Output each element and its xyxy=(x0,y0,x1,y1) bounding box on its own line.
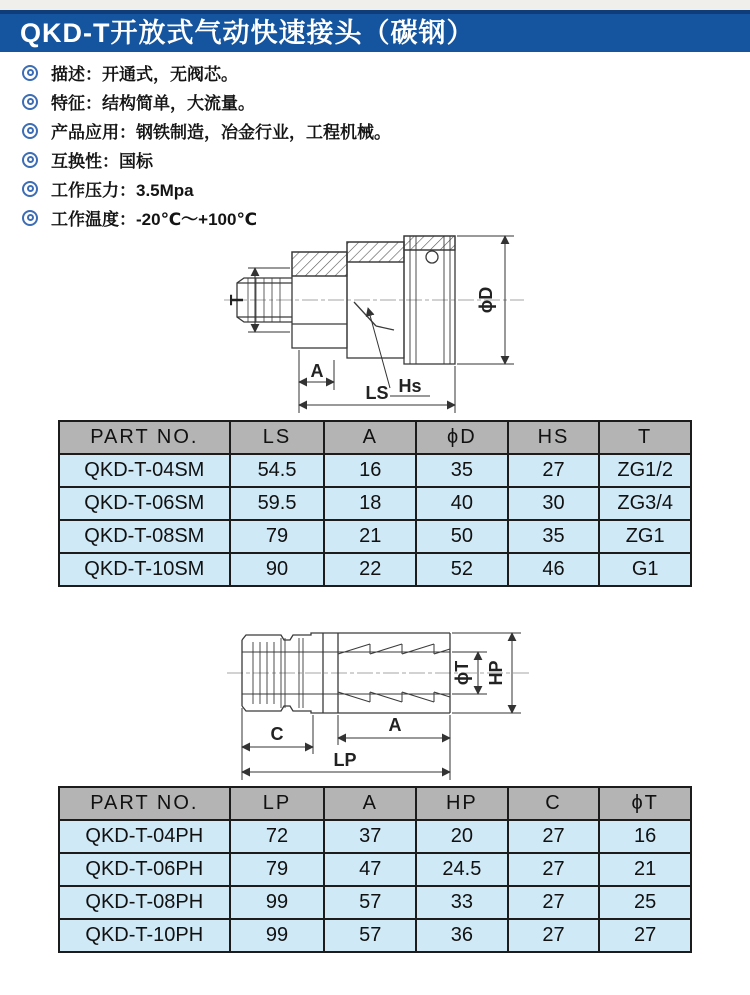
table-row xyxy=(59,853,691,886)
table-cell: 33 xyxy=(416,886,508,919)
table-cell: QKD-T-08SM xyxy=(59,520,230,553)
sm-spec-table xyxy=(58,420,692,587)
table-header-row xyxy=(59,787,691,820)
table-cell: 27 xyxy=(508,919,600,952)
table-cell: 40 xyxy=(416,487,508,520)
col-header-lp: LP xyxy=(230,787,325,820)
table-cell: G1 xyxy=(599,553,691,586)
table-cell: 21 xyxy=(599,853,691,886)
bullet-text-working-temperature: 工作温度：-20℃～+100℃ xyxy=(51,210,258,229)
table-cell: 57 xyxy=(324,919,416,952)
page-title: QKD-T开放式气动快速接头（碳钢） xyxy=(0,14,750,52)
table-cell: QKD-T-06SM xyxy=(59,487,230,520)
table-cell: 20 xyxy=(416,820,508,853)
table-cell: 99 xyxy=(230,886,325,919)
col-header-a: A xyxy=(324,787,416,820)
table-cell: 59.5 xyxy=(230,487,325,520)
table-cell: 79 xyxy=(230,853,325,886)
dim-label-hp: HP xyxy=(485,660,506,686)
list-item xyxy=(22,87,391,116)
dim-label-hs: Hs xyxy=(398,376,422,396)
table-cell: 27 xyxy=(508,820,600,853)
bullseye-icon xyxy=(22,65,38,81)
dim-label-lp: LP xyxy=(333,750,357,770)
col-header-a: A xyxy=(324,421,416,454)
table-cell: 21 xyxy=(324,520,416,553)
table-cell: 27 xyxy=(508,853,600,886)
bullet-text-interchangeability: 互换性：国标 xyxy=(51,152,153,171)
table-cell: 54.5 xyxy=(230,454,325,487)
table-cell: 35 xyxy=(508,520,600,553)
ph-coupling-drawing xyxy=(225,608,555,784)
table-cell: QKD-T-06PH xyxy=(59,853,230,886)
table-cell: 90 xyxy=(230,553,325,586)
bullet-text-applications: 产品应用：钢铁制造，冶金行业，工程机械。 xyxy=(51,123,391,142)
dim-label-phi-t: ϕT xyxy=(451,660,472,686)
table-cell: 57 xyxy=(324,886,416,919)
bullseye-icon xyxy=(22,152,38,168)
table-row xyxy=(59,886,691,919)
bullet-text-features: 特征：结构简单，大流量。 xyxy=(51,94,255,113)
table-cell: ZG3/4 xyxy=(599,487,691,520)
ph-spec-table xyxy=(58,786,692,953)
table-cell: QKD-T-10SM xyxy=(59,553,230,586)
table-cell: 36 xyxy=(416,919,508,952)
table-cell: 37 xyxy=(324,820,416,853)
table-cell: QKD-T-08PH xyxy=(59,886,230,919)
table-cell: 22 xyxy=(324,553,416,586)
table-cell: 27 xyxy=(599,919,691,952)
page-top-strip xyxy=(0,0,750,10)
table-cell: 52 xyxy=(416,553,508,586)
table-cell: ZG1 xyxy=(599,520,691,553)
sm-coupling-drawing xyxy=(222,230,557,416)
table-cell: ZG1/2 xyxy=(599,454,691,487)
list-item xyxy=(22,58,391,87)
table-cell: 47 xyxy=(324,853,416,886)
table-row xyxy=(59,487,691,520)
table-cell: 16 xyxy=(324,454,416,487)
dim-label-phi-d: ϕD xyxy=(475,286,496,314)
table-row xyxy=(59,820,691,853)
bullseye-icon xyxy=(22,94,38,110)
table-cell: 35 xyxy=(416,454,508,487)
list-item xyxy=(22,145,391,174)
col-header-phi-t: ϕT xyxy=(599,787,691,820)
bullseye-icon xyxy=(22,181,38,197)
col-header-part-no: PART NO. xyxy=(59,787,230,820)
bullet-text-description: 描述：开通式，无阀芯。 xyxy=(51,65,238,84)
table-cell: 50 xyxy=(416,520,508,553)
table-row xyxy=(59,553,691,586)
bullseye-icon xyxy=(22,123,38,139)
dim-label-t: T xyxy=(226,294,247,306)
table-cell: QKD-T-04SM xyxy=(59,454,230,487)
table-cell: 79 xyxy=(230,520,325,553)
table-cell: 99 xyxy=(230,919,325,952)
list-item xyxy=(22,116,391,145)
col-header-c: C xyxy=(508,787,600,820)
table-header-row xyxy=(59,421,691,454)
list-item xyxy=(22,203,391,232)
table-cell: 27 xyxy=(508,886,600,919)
table-cell: 27 xyxy=(508,454,600,487)
col-header-phi-d: ϕD xyxy=(416,421,508,454)
table-cell: QKD-T-04PH xyxy=(59,820,230,853)
table-cell: QKD-T-10PH xyxy=(59,919,230,952)
dim-label-c: C xyxy=(270,724,284,744)
feature-bullet-list xyxy=(22,58,391,232)
table-cell: 72 xyxy=(230,820,325,853)
col-header-hs: HS xyxy=(508,421,600,454)
table-row xyxy=(59,454,691,487)
table-cell: 16 xyxy=(599,820,691,853)
table-cell: 46 xyxy=(508,553,600,586)
table-cell: 30 xyxy=(508,487,600,520)
col-header-part-no: PART NO. xyxy=(59,421,230,454)
table-cell: 25 xyxy=(599,886,691,919)
col-header-ls: LS xyxy=(230,421,325,454)
table-cell: 24.5 xyxy=(416,853,508,886)
dim-label-a: A xyxy=(388,715,402,735)
table-cell: 18 xyxy=(324,487,416,520)
bullseye-icon xyxy=(22,210,38,226)
dim-label-a: A xyxy=(310,361,324,381)
col-header-t: T xyxy=(599,421,691,454)
table-row xyxy=(59,919,691,952)
bullet-text-working-pressure: 工作压力：3.5Mpa xyxy=(51,181,194,200)
table-row xyxy=(59,520,691,553)
dim-label-ls: LS xyxy=(365,383,389,403)
col-header-hp: HP xyxy=(416,787,508,820)
list-item xyxy=(22,174,391,203)
